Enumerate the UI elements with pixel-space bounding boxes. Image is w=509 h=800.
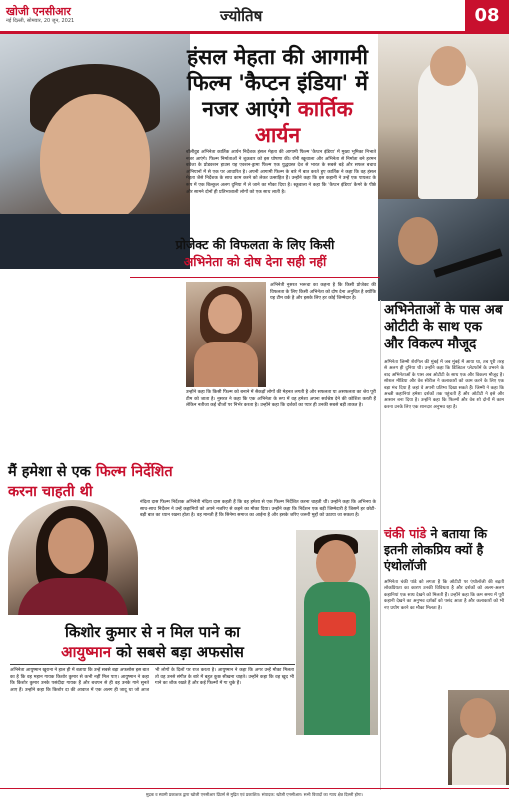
nushrat-photo-dress	[194, 342, 258, 387]
ayushmann-photo-head	[316, 540, 356, 586]
box-headline-line2: अभिनेता को दोष देना सही नहीं	[183, 254, 327, 269]
column-divider	[380, 300, 381, 790]
right-photo-jimmy-prop	[433, 248, 502, 277]
right-photo-top-head	[430, 46, 466, 86]
ayushmann-headline-line2	[10, 642, 295, 662]
nushrat-photo	[186, 282, 266, 387]
page-header	[0, 0, 509, 34]
lead-headline-highlight: कार्तिक आर्यन	[254, 96, 353, 147]
ayushmann-article-body: अभिनेता आयुष्मान खुराना ने हाल ही में बताया कि उन्हें सबसे बड़ा अफसोस इस बात का है कि वह महान गायक किशोर कुमार से कभी नहीं मिल पाए। आयुष्मान ने कहा कि किशोर कुमार उनके पसंदीदा गायक हैं और बचपन से ही वह उनके गाने सुनते आए हैं। उन्होंने कहा कि किशोर दा की आवाज में एक अलग ही जादू था जो आज भी लोगों के दिलों पर राज करता है। आयुष्मान ने कहा कि अगर उन्हें मौका मिलता तो वह उनसे संगीत के बारे में बहुत कुछ सीखना चाहते। उन्होंने कहा कि वह खुद भी गाने का शौक रखते हैं और कई फिल्मों में गा चुके हैं।	[10, 668, 294, 693]
right-photo-jimmy	[378, 199, 509, 301]
right-photo-top	[378, 34, 509, 199]
lead-photo-face	[40, 94, 150, 224]
lead-photo	[0, 34, 190, 269]
director-photo-head	[48, 518, 94, 574]
page-footer: मुद्रक व स्वामी प्रकाशक द्वारा खोजी एनसीआर प्रिंटर्स से मुद्रित एवं प्रकाशित। संपादक: खोजी एनसीआर। सभी विवादों का न्याय क्षेत्र दिल्ली होगा।	[0, 788, 509, 800]
ayushmann-headline	[10, 622, 295, 662]
chanki-article-body: अभिनेता चंकी पांडे को लगता है कि ओटीटी पर एंथोलॉजी की बढ़ती लोकप्रियता का कारण उनकी विविधता है और दर्शकों को अलग-अलग कहानियां एक साथ देखने को मिलती हैं। उन्होंने कहा कि कम समय में पूरी कहानी देखने का अनुभव दर्शकों को पसंद आता है और कलाकारों को भी नए प्रयोग करने का मौका मिलता है।	[384, 580, 504, 611]
ott-article-body: अभिनेता जिम्मी शेरगिल की मुंबई में जब मुंबई में आया था, तब पूरी तरह से अलग ही दुनिया थी। उन्होंने कहा कि डिजिटल प्लेटफॉर्म के उभरने के बाद अभिनेताओं के पास अब ओटीटी के साथ एक और विकल्प मौजूद है। सोशल मीडिया और वेब सीरीज ने कलाकारों को काम करने के लिए एक बड़ा मंच दिया है जहां वे अपनी प्रतिभा दिखा सकते हैं। जिम्मी ने कहा कि अच्छी कहानियां हमेशा दर्शकों तक पहुंचती हैं और ओटीटी ने इसे और आसान बना दिया है। उन्होंने कहा कि फिल्मों और वेब शो दोनों में काम करना उनके लिए एक शानदार अनुभव रहा है।	[384, 360, 504, 410]
lead-headline	[180, 44, 375, 148]
ayushmann-photo-shirt	[304, 582, 370, 735]
lead-headline-line3-plain: नजर आएंगे	[202, 96, 298, 121]
director-headline	[8, 462, 188, 502]
ott-headline: अभिनेताओं के पास अब ओटीटी के साथ एक और विकल्प मौजूद	[384, 302, 503, 352]
chanki-photo-body	[452, 734, 506, 785]
director-photo-saree	[18, 578, 128, 615]
masthead: खोजी एनसीआर	[6, 5, 71, 18]
nushrat-photo-head	[208, 294, 242, 334]
ayushmann-photo	[296, 530, 378, 735]
ayushmann-headline-rest: को सबसे बड़ा अफसोस	[111, 643, 244, 661]
ayushmann-divider	[10, 664, 295, 665]
ayushmann-headline-line1: किशोर कुमार से न मिल पाने का	[64, 623, 241, 641]
box-article-body-b: उन्होंने कहा कि किसी फिल्म को बनाने में सैकड़ों लोगों की मेहनत लगती है और सफलता या असफलता का श्रेय पूरी टीम को जाता है। नुसरत ने कहा कि एक अभिनेता के रूप में वह हमेशा अपना सर्वश्रेष्ठ देने की कोशिश करती हैं लेकिन नतीजा कई चीजों पर निर्भर करता है। उन्होंने कहा कि दर्शकों का प्यार ही उनकी सबसे बड़ी ताकत है।	[186, 390, 376, 409]
ayushmann-headline-highlight: आयुष्मान	[61, 643, 112, 661]
chanki-photo-head	[460, 698, 496, 738]
director-headline-line1: मैं हमेशा से एक	[8, 463, 96, 480]
director-article-body: नंदिता दास फिल्म निर्देशक अभिनेत्री नंदिता दास कहती हैं कि वह हमेशा से एक फिल्म निर्देशित करना चाहती थीं। उन्होंने कहा कि अभिनय के साथ-साथ निर्देशन ने उन्हें कहानियों को अपने नजरिए से कहने का मौका दिया। उन्होंने कहा कि निर्देशन एक बड़ी जिम्मेदारी है जिसमें हर छोटी-बड़ी बात का ध्यान रखना होता है। वह मानती हैं कि सिनेमा समाज का आईना है और इसके जरिए जरूरी मुद्दों को उठाया जा सकता है।	[140, 500, 376, 519]
box-headline-line1: प्रोजेक्ट की विफलता के लिए किसी	[175, 237, 335, 252]
lead-headline-line2: फिल्म 'कैप्टन इंडिया' में	[187, 70, 368, 95]
chanki-headline-rest: ने बताया कि इतनी लोकप्रिय क्यों है एंथोलॉजी	[384, 526, 487, 573]
lead-headline-line3	[180, 96, 375, 148]
dateline: नई दिल्ली, सोमवार, 20 जून, 2021	[6, 18, 75, 24]
chanki-headline-highlight: चंकी पांडे	[384, 526, 427, 541]
lead-article-body: बॉलीवुड अभिनेता कार्तिक आर्यन निर्देशक हंसल मेहता की आगामी फिल्म 'कैप्टन इंडिया' में मुख्य भूमिका निभाते नजर आएंगे। फिल्म निर्माताओं ने शुक्रवार को इस घोषणा की। रॉनी स्क्रूवाला और अभिनेता से निर्माता बने हरमन बवेजा के प्रोडक्शन हाउस यह एक्शन-ड्रामा फिल्म एक युद्धग्रस्त देश से भारत के सबसे बड़े और सफल बचाव अभियानों में से एक पर आधारित है। अपनी आगामी फिल्म के बारे में बात करते हुए कार्तिक ने कहा कि वह हंसल मेहता जैसे निर्देशक के साथ काम करने को लेकर उत्साहित हैं। उन्होंने कहा कि इस कहानी ने उन्हें एक पायलट के रूप में एक बिल्कुल अलग दुनिया में ले जाने का मौका दिया है। स्क्रूवाला ने कहा कि 'कैप्टन इंडिया' कैमरे के पीछे और सामने दोनों ही प्रतिभाशाली लोगों को एक साथ लाती है।	[186, 150, 376, 195]
chanki-headline	[384, 526, 504, 574]
box-article-body-a: अभिनेत्री नुसरत भरूचा का कहना है कि किसी प्रोजेक्ट की विफलता के लिए किसी अभिनेता को दोष देना अनुचित है क्योंकि यह टीम वर्क है और इसके लिए हर कोई जिम्मेदार है।	[270, 283, 376, 302]
box-headline	[130, 236, 380, 270]
box-divider	[130, 277, 380, 278]
director-headline-line2: करना चाहती थी	[8, 483, 93, 500]
right-photo-jimmy-head	[398, 217, 438, 265]
section-title: ज्योतिष	[220, 7, 263, 25]
lead-headline-line1: हंसल मेहता की आगामी	[187, 44, 368, 69]
director-headline-highlight: फिल्म निर्देशित	[95, 463, 173, 480]
director-photo	[8, 500, 138, 615]
chanki-photo	[448, 690, 509, 785]
page-number: 08	[465, 0, 509, 31]
